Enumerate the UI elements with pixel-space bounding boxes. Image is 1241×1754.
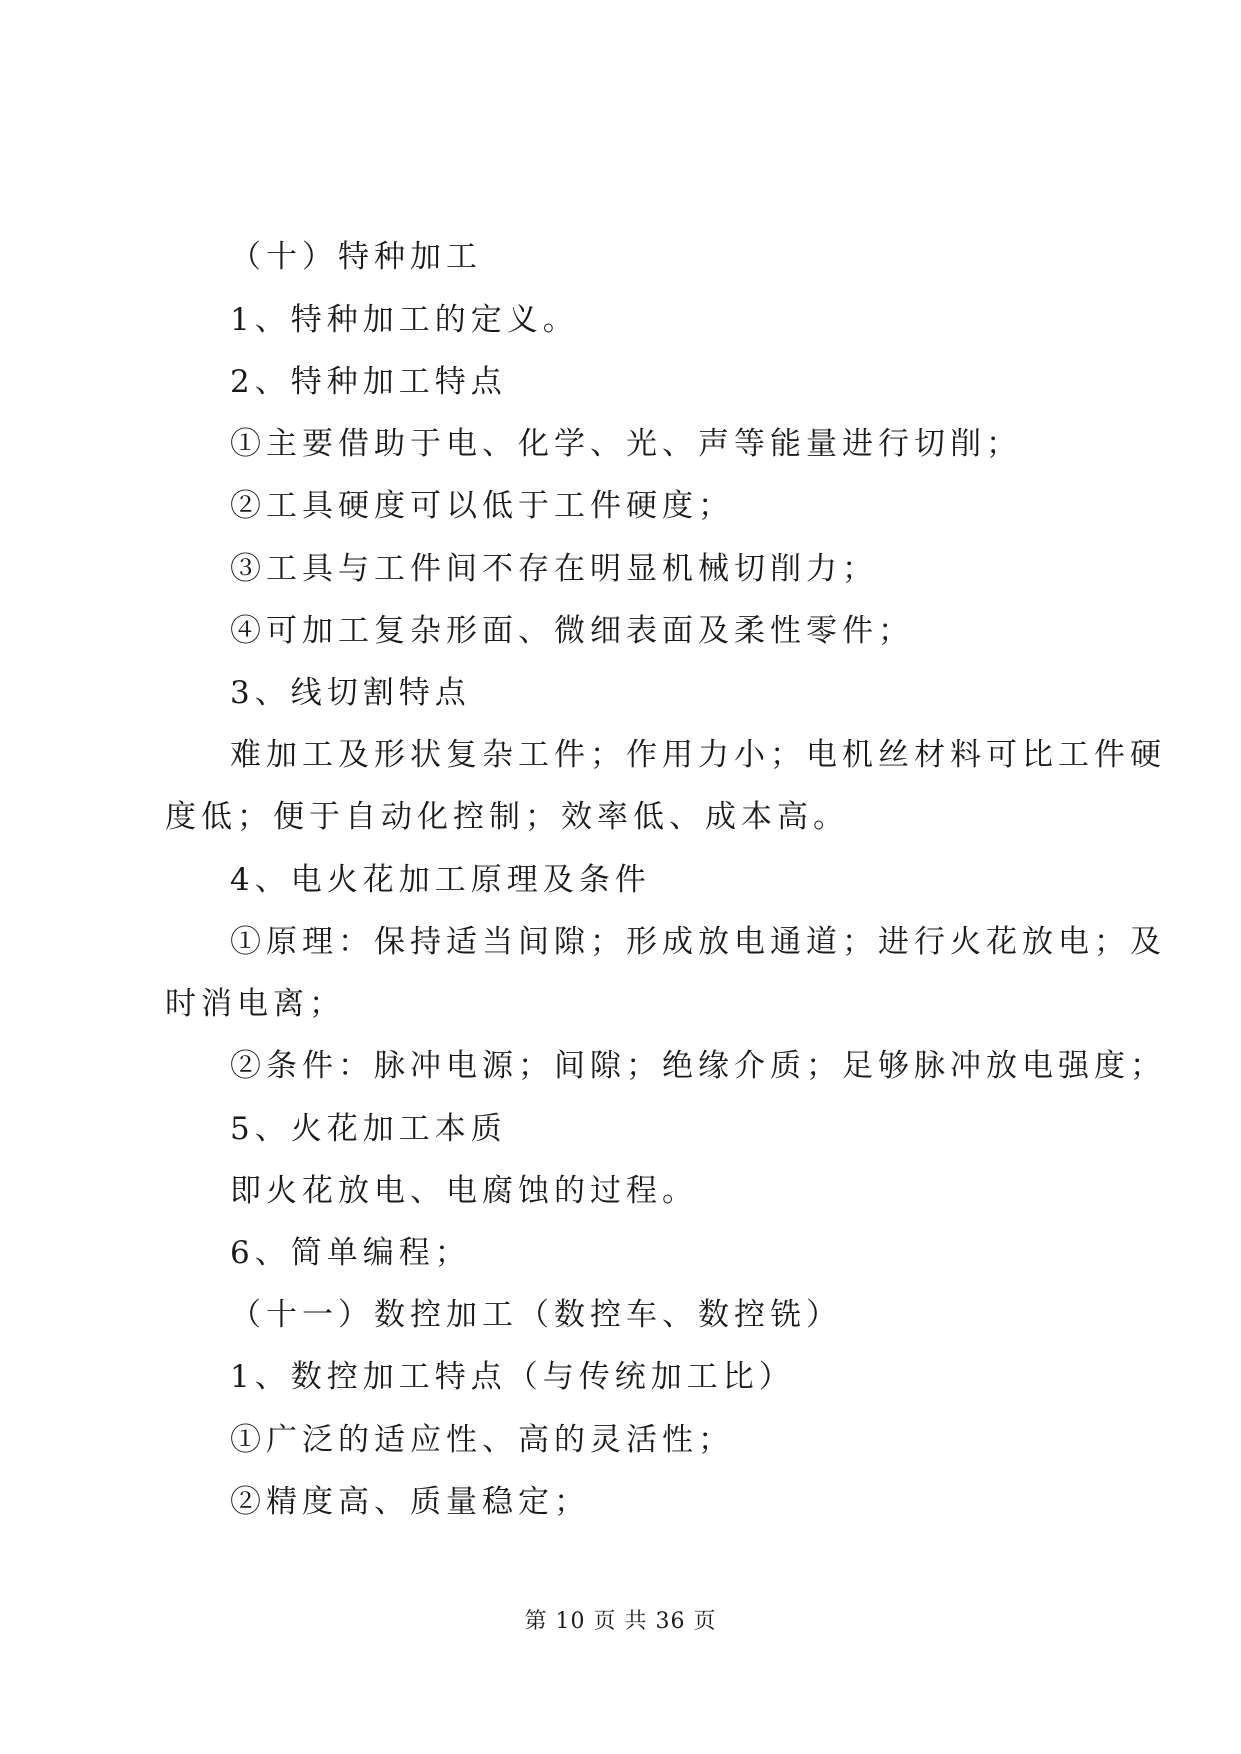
body-line: ①主要借助于电、化学、光、声等能量进行切削；	[230, 426, 1022, 462]
body-line: 4、电火花加工原理及条件	[230, 862, 651, 898]
body-line: 3、线切割特点	[230, 675, 471, 711]
section-heading: （十）特种加工	[230, 239, 482, 275]
body-line: 5、火花加工本质	[230, 1111, 507, 1147]
body-line: 时消电离；	[165, 986, 345, 1022]
body-line: ②条件：脉冲电源；间隙；绝缘介质；足够脉冲放电强度；	[230, 1048, 1166, 1084]
body-line: 1、特种加工的定义。	[230, 302, 579, 338]
body-line: ④可加工复杂形面、微细表面及柔性零件；	[230, 613, 914, 649]
body-line: 难加工及形状复杂工件；作用力小；电机丝材料可比工件硬	[230, 737, 1166, 773]
body-line: 1、数控加工特点（与传统加工比）	[230, 1359, 795, 1395]
body-line: 度低；便于自动化控制；效率低、成本高。	[165, 799, 849, 835]
page-number-footer: 第 10 页 共 36 页	[524, 1609, 717, 1634]
body-line: ③工具与工件间不存在明显机械切削力；	[230, 551, 878, 587]
body-line: ②精度高、质量稳定；	[230, 1484, 590, 1520]
body-line: ①广泛的适应性、高的灵活性；	[230, 1422, 734, 1458]
body-line: 6、简单编程；	[230, 1235, 471, 1271]
body-line: ①原理：保持适当间隙；形成放电通道；进行火花放电；及	[230, 924, 1166, 960]
section-heading: （十一）数控加工（数控车、数控铣）	[230, 1297, 842, 1333]
body-line: ②工具硬度可以低于工件硬度；	[230, 488, 734, 524]
body-line: 2、特种加工特点	[230, 364, 507, 400]
body-line: 即火花放电、电腐蚀的过程。	[230, 1173, 698, 1209]
